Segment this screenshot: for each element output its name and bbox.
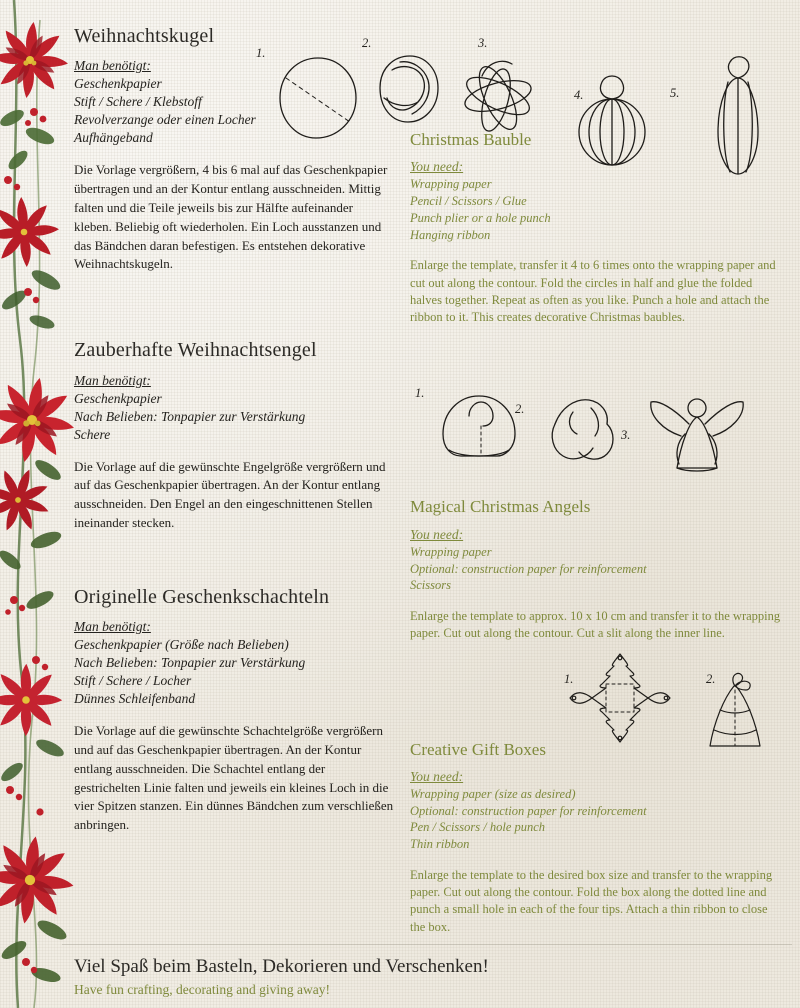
needs-list-angels-de (74, 390, 394, 444)
needs-item: Wrapping paper (410, 177, 492, 192)
step-number: 1. (415, 386, 425, 400)
needs-item: Nach Belieben: Tonpapier zur Verstärkung (74, 408, 306, 424)
needs-item: Pencil / Scissors / Glue (410, 194, 527, 209)
needs-list-giftboxes-de (74, 636, 394, 708)
step-number: 2. (706, 672, 716, 686)
section-angels-german (74, 338, 394, 533)
needs-item: Hanging ribbon (410, 227, 491, 242)
instructions-giftboxes-en: Enlarge the template to the desired box size and transfer to the wrapping paper. Cut out along the contour. Fold the box along the dotted line and punch a small hole in each of the four tips. Attach a thin ribbon to close the box. (410, 867, 773, 934)
instructions-angels-en: Enlarge the template to approx. 10 x 10 cm and transfer it to the wrapping paper. Cut out along the contour. Cut a slit along the inner line. (410, 609, 781, 641)
needs-item: Punch plier or a hole punch (410, 210, 551, 225)
step-number: 5. (670, 86, 680, 100)
step-number: 3. (621, 428, 631, 442)
section-title-bauble-en: Christmas Bauble (410, 130, 532, 149)
step-number: 2. (515, 402, 525, 416)
needs-item: Revolverzange oder einen Locher (74, 112, 256, 128)
section-title-angels-en: Magical Christmas Angels (410, 497, 591, 517)
needs-item: Optional: construction paper for reinforcement (410, 803, 647, 818)
instructions-bauble-de: Die Vorlage vergrößern, 4 bis 6 mal auf das Geschenkpapier übertragen und an der Kontur entlang ausschneiden. Mittig falten und die Teile jeweils bis zur Hälfte aufeinander kleben. Beliebig oft wiederholen. Ein Loch ausstanzen und das Bändchen daran befestigen. Es entstehen dekorative Weihnachtskugeln. (74, 162, 388, 272)
needs-list-angels-en (410, 544, 785, 594)
section-giftboxes-german (74, 585, 394, 835)
instructions-giftboxes-de: Die Vorlage auf die gewünschte Schachtelgröße vergrößern und auf das Geschenkpapier übertragen. An der Kontur entlang ausschneiden. Die Schachtel entlang der gestrichelten Linie falten und jeweils ein kleines Loch in die vier Spitzen stanzen. Ein dünnes Bändchen zum verschließen anbringen. (74, 723, 394, 833)
needs-item: Aufhängeband (74, 130, 153, 146)
section-title-angels-de: Zauberhafte Weihnachtsengel (74, 339, 317, 362)
needs-item: Schere (74, 426, 111, 442)
needs-item: Geschenkpapier (Größe nach Belieben) (74, 637, 289, 653)
needs-item: Thin ribbon (410, 837, 470, 852)
instructions-angels-de: Die Vorlage auf die gewünschte Engelgröße vergrößern und auf das Geschenkpapier übertragen. An der Kontur entlang ausschneiden. Den Engel an den eingeschnittenen Stellen ineinander stecken. (74, 458, 386, 531)
footer-text-english: Have fun crafting, decorating and giving away! (74, 981, 331, 997)
needs-item: Dünnes Schleifenband (74, 691, 196, 707)
floral-border-decoration (0, 0, 80, 1008)
needs-item: Nach Belieben: Tonpapier zur Verstärkung (74, 655, 306, 671)
step-number: 3. (478, 36, 488, 50)
needs-item: Wrapping paper (410, 544, 492, 559)
needs-item: Geschenkpapier (74, 390, 162, 406)
needs-list-giftboxes-en (410, 786, 785, 853)
step-number: 1. (564, 672, 574, 686)
bauble-step-diagrams (250, 36, 780, 181)
needs-heading-angels-en: You need: (410, 526, 464, 542)
needs-item: Geschenkpapier (74, 76, 162, 92)
section-angels-english (410, 497, 785, 642)
needs-heading-bauble-en: You need: (410, 159, 464, 175)
english-column (410, 130, 785, 942)
needs-item: Scissors (410, 578, 451, 593)
needs-heading-giftboxes-de: Man benötigt: (74, 619, 151, 635)
footer-text-german: Viel Spaß beim Basteln, Dekorieren und Verschenken! (74, 956, 489, 977)
section-title-giftboxes-de: Originelle Geschenkschachteln (74, 585, 330, 608)
needs-item: Pen / Scissors / hole punch (410, 820, 546, 835)
section-title-giftboxes-en: Creative Gift Boxes (410, 739, 546, 759)
footer-divider (62, 944, 792, 945)
needs-item: Wrapping paper (size as desired) (410, 786, 576, 801)
needs-list-bauble-en (410, 176, 785, 243)
angel-step-diagrams (405, 372, 785, 482)
instructions-bauble-en: Enlarge the template, transfer it 4 to 6 times onto the wrapping paper and cut out along the contour. Fold the circles in half and glue the folded halves together. Repeat as often as you like. Punch a hole and attach the ribbon to it. This creates decorative Christmas baubles. (410, 258, 776, 325)
needs-heading-bauble-de: Man benötigt: (74, 58, 151, 74)
footer (74, 956, 774, 998)
needs-item: Stift / Schere / Locher (74, 673, 192, 689)
needs-heading-giftboxes-en: You need: (410, 768, 464, 784)
needs-heading-angels-de: Man benötigt: (74, 372, 151, 388)
step-number: 4. (574, 88, 584, 102)
step-number: 1. (256, 46, 266, 60)
section-title-bauble-de: Weihnachtskugel (74, 25, 215, 47)
step-number: 2. (362, 36, 372, 50)
giftbox-step-diagrams (548, 646, 788, 776)
needs-item: Optional: construction paper for reinforcement (410, 561, 647, 576)
needs-item: Stift / Schere / Klebstoff (74, 94, 202, 110)
